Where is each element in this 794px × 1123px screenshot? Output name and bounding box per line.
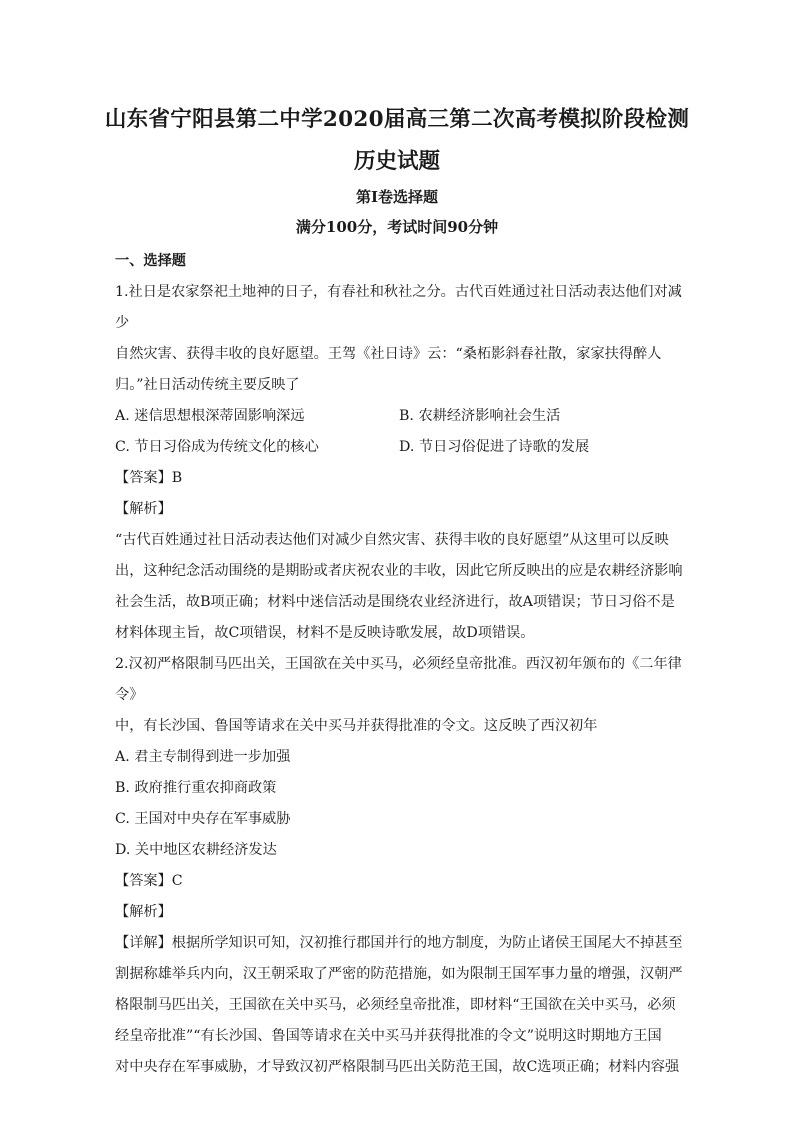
q2-analysis-line: 格限制马匹出关，王国欲在关中买马，必须经皇帝批准，即材料“王国欲在关中买马，必须 [115,997,676,1013]
q1-options-row [115,432,683,463]
q2-stem-line: 中，有长沙国、鲁国等请求在关中买马并获得批准的令文。这反映了西汉初年 [115,718,598,734]
part-heading: 一、选择题 [115,253,186,269]
q1-stem-line: 自然灾害、获得丰收的良好愿望。王驾《社日诗》云：“桑柘影斜春社散，家家扶得醉人 [115,346,662,362]
exam-title: 山东省宁阳县第二中学2020届高三第二次高考模拟阶段检测 [104,107,690,132]
exam-content [115,246,683,1083]
section-title: 第Ⅰ卷选择题 [355,188,439,206]
q1-stem-line: 归。”社日活动传统主要反映了 [115,377,300,393]
q1-answer: 【答案】B [115,470,183,486]
q1-analysis-line: 材料体现主旨，故C项错误，材料不是反映诗歌发展，故D项错误。 [115,625,535,641]
q1-option-d: D. 节日习俗促进了诗歌的发展 [399,439,590,455]
q1-option-a: A. 迷信思想根深蒂固影响深远 [115,408,305,424]
q2-option-d: D. 关中地区农耕经济发达 [115,842,277,858]
q2-answer: 【答案】C [115,873,183,889]
q2-analysis-line: 【详解】根据所学知识可知，汉初推行郡国并行的地方制度，为防止诸侯王国尾大不掉甚至 [115,935,683,951]
score-info: 满分100分，考试时间90分钟 [295,218,499,236]
q1-analysis-line: “古代百姓通过社日活动表达他们对减少自然灾害、获得丰收的良好愿望”从这里可以反映 [115,532,669,548]
question-2 [115,649,683,1083]
q2-stem-line: 2.汉初严格限制马匹出关，王国欲在关中买马，必须经皇帝批准。西汉初年颁布的《二年律令》 [115,656,682,703]
q1-option-b: B. 农耕经济影响社会生活 [399,408,561,424]
q2-option-c: C. 王国对中央存在军事威胁 [115,811,291,827]
q2-analysis-line: 对中央存在军事威胁，才导致汉初严格限制马匹出关防范王国，故C选项正确；材料内容强 [115,1059,680,1075]
q2-analysis-line: 割据称雄举兵内向，汉王朝采取了严密的防范措施，如为限制王国军事力量的增强，汉朝严 [115,966,683,982]
q2-option-b: B. 政府推行重农抑商政策 [115,780,277,796]
q1-options-row [115,401,683,432]
q2-analysis-label: 【解析】 [115,904,172,920]
q2-analysis-line: 经皇帝批准”“有长沙国、鲁国等请求在关中买马并获得批准的令文”说明这时期地方王国 [115,1028,662,1044]
exam-subtitle: 历史试题 [353,149,440,174]
q1-stem-line: 1.社日是农家祭祀土地神的日子，有春社和秋社之分。古代百姓通过社日活动表达他们对减少 [115,284,682,331]
q1-option-c: C. 节日习俗成为传统文化的核心 [115,439,319,455]
q2-option-a: A. 君主专制得到进一步加强 [115,749,291,765]
q1-analysis-line: 社会生活，故B项正确；材料中迷信活动是围绕农业经济进行，故A项错误；节日习俗不是 [115,594,675,610]
q1-analysis-label: 【解析】 [115,501,172,517]
q1-analysis-line: 出，这种纪念活动围绕的是期盼或者庆祝农业的丰收，因此它所反映出的应是农耕经济影响 [115,563,683,579]
question-1 [115,277,683,649]
